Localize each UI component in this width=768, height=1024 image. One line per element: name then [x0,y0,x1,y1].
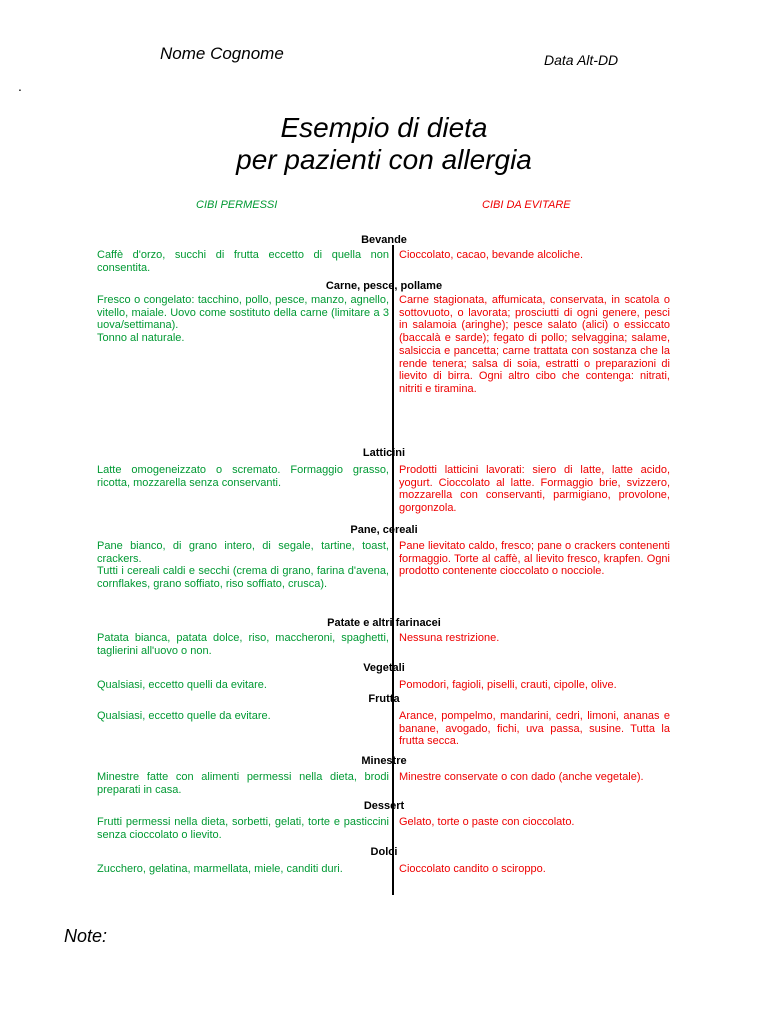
category-frutta: Frutta [368,693,400,705]
category-dessert: Dessert [363,800,405,812]
page-title [0,112,768,176]
avoid-vegetali [399,679,670,692]
column-divider [392,245,394,895]
avoid-text: Cioccolato candito o sciroppo. [399,863,546,875]
note-label: Note: [64,926,108,946]
allowed-text: Tutti i cereali caldi e secchi (crema di grano, farina d'avena, cornflakes, grano soffiato, riso soffiato, crusca). [97,565,389,591]
allowed-column-header: CIBI PERMESSI [196,199,278,211]
patient-name: Nome Cognome [160,44,284,63]
allowed-text: Minestre fatte con alimenti permessi nella dieta, brodi preparati in casa. [97,771,389,796]
avoid-minestre [399,771,670,784]
allowed-frutta [97,710,389,723]
allowed-text: Tonno al naturale. [97,332,185,345]
avoid-text: Cioccolato, cacao, bevande alcoliche. [399,249,584,261]
allowed-text: Qualsiasi, eccetto quelle da evitare. [97,710,271,722]
allowed-latticini [97,464,389,489]
avoid-text: Pane lievitato caldo, fresco; pane o crackers contenenti formaggio. Torte al caffè, al lievito fresco, krapfen. Ogni prodotto contenente cioccolato o nocciole. [399,540,670,578]
allowed-carne [97,294,389,345]
allowed-vegetali [97,679,389,692]
category-carne: Carne, pesce, pollame [325,280,443,292]
allowed-text: Caffè d'orzo, succhi di frutta eccetto di quella non consentita. [97,249,389,274]
category-pane: Pane, cereali [350,524,418,536]
avoid-pane [399,540,670,578]
stray-dot: . [18,78,22,94]
avoid-latticini [399,464,670,515]
avoid-text: Gelato, torte o paste con cioccolato. [399,816,575,828]
avoid-text: Arance, pompelmo, mandarini, cedri, limoni, ananas e banane, avogado, fichi, uva passa, susine. Tutta la frutta secca. [399,710,670,748]
title-line-2: per pazienti con allergia [236,144,532,175]
allowed-text: Qualsiasi, eccetto quelli da evitare. [97,679,267,691]
avoid-text: Nessuna restrizione. [399,632,500,644]
date-label: Data Alt-DD [544,52,619,68]
allowed-bevande [97,249,389,274]
avoid-dessert [399,816,670,829]
category-patate: Patate e altri farinacei [327,617,441,629]
avoid-text: Pomodori, fagioli, piselli, crauti, cipolle, olive. [399,679,617,691]
category-latticini: Latticini [362,447,406,459]
avoid-dolci [399,863,670,876]
avoid-frutta [399,710,670,748]
category-vegetali: Vegetali [363,662,405,674]
category-dolci: Dolci [370,846,398,858]
allowed-text: Patata bianca, patata dolce, riso, maccheroni, spaghetti, taglierini all'uovo o non. [97,632,389,657]
avoid-carne [399,294,670,396]
category-bevande: Bevande [361,234,407,246]
allowed-text: Zucchero, gelatina, marmellata, miele, canditi duri. [97,863,343,875]
avoid-text: Carne stagionata, affumicata, conservata, in scatola o sottovuoto, o lavorata; prosciutti di ogni genere, pesci in salamoia (aringhe); pesce salato (alici) o essiccato (baccalà e sarde); fegato di pollo; selvaggina; salame, salsiccia e pancetta; carne trattata con sostanza che la rende tenera; salsa di soia, estratti o preparazioni di lievito di birra. Ogni altro cibo che contenga: nitrati, nitriti e tiramina. [399,294,670,395]
allowed-text: Fresco o congelato: tacchino, pollo, pesce, manzo, agnello, vitello, maiale. Uovo come sostituto della carne (limitare a 3 uova/settimana). [97,294,389,332]
title-line-1: Esempio di dieta [280,112,488,143]
allowed-dolci [97,863,389,876]
avoid-column-header: CIBI DA EVITARE [482,199,571,211]
avoid-bevande [399,249,670,262]
category-minestre: Minestre [361,755,407,767]
allowed-minestre [97,771,389,796]
allowed-patate [97,632,389,657]
allowed-text: Frutti permessi nella dieta, sorbetti, gelati, torte e pasticcini senza cioccolato o lievito. [97,816,389,841]
avoid-text: Minestre conservate o con dado (anche vegetale). [399,771,644,783]
allowed-dessert [97,816,389,841]
allowed-pane [97,540,389,591]
avoid-text: Prodotti latticini lavorati: siero di latte, latte acido, yogurt. Cioccolato al latte. Formaggio brie, svizzero, mozzarella con conservanti, parmigiano, provolone, gorgonzola. [399,464,670,515]
allowed-text: Pane bianco, di grano intero, di segale, tartine, toast, crackers. [97,540,389,565]
avoid-patate [399,632,670,645]
allowed-text: Latte omogeneizzato o scremato. Formaggio grasso, ricotta, mozzarella senza conservanti. [97,464,389,489]
